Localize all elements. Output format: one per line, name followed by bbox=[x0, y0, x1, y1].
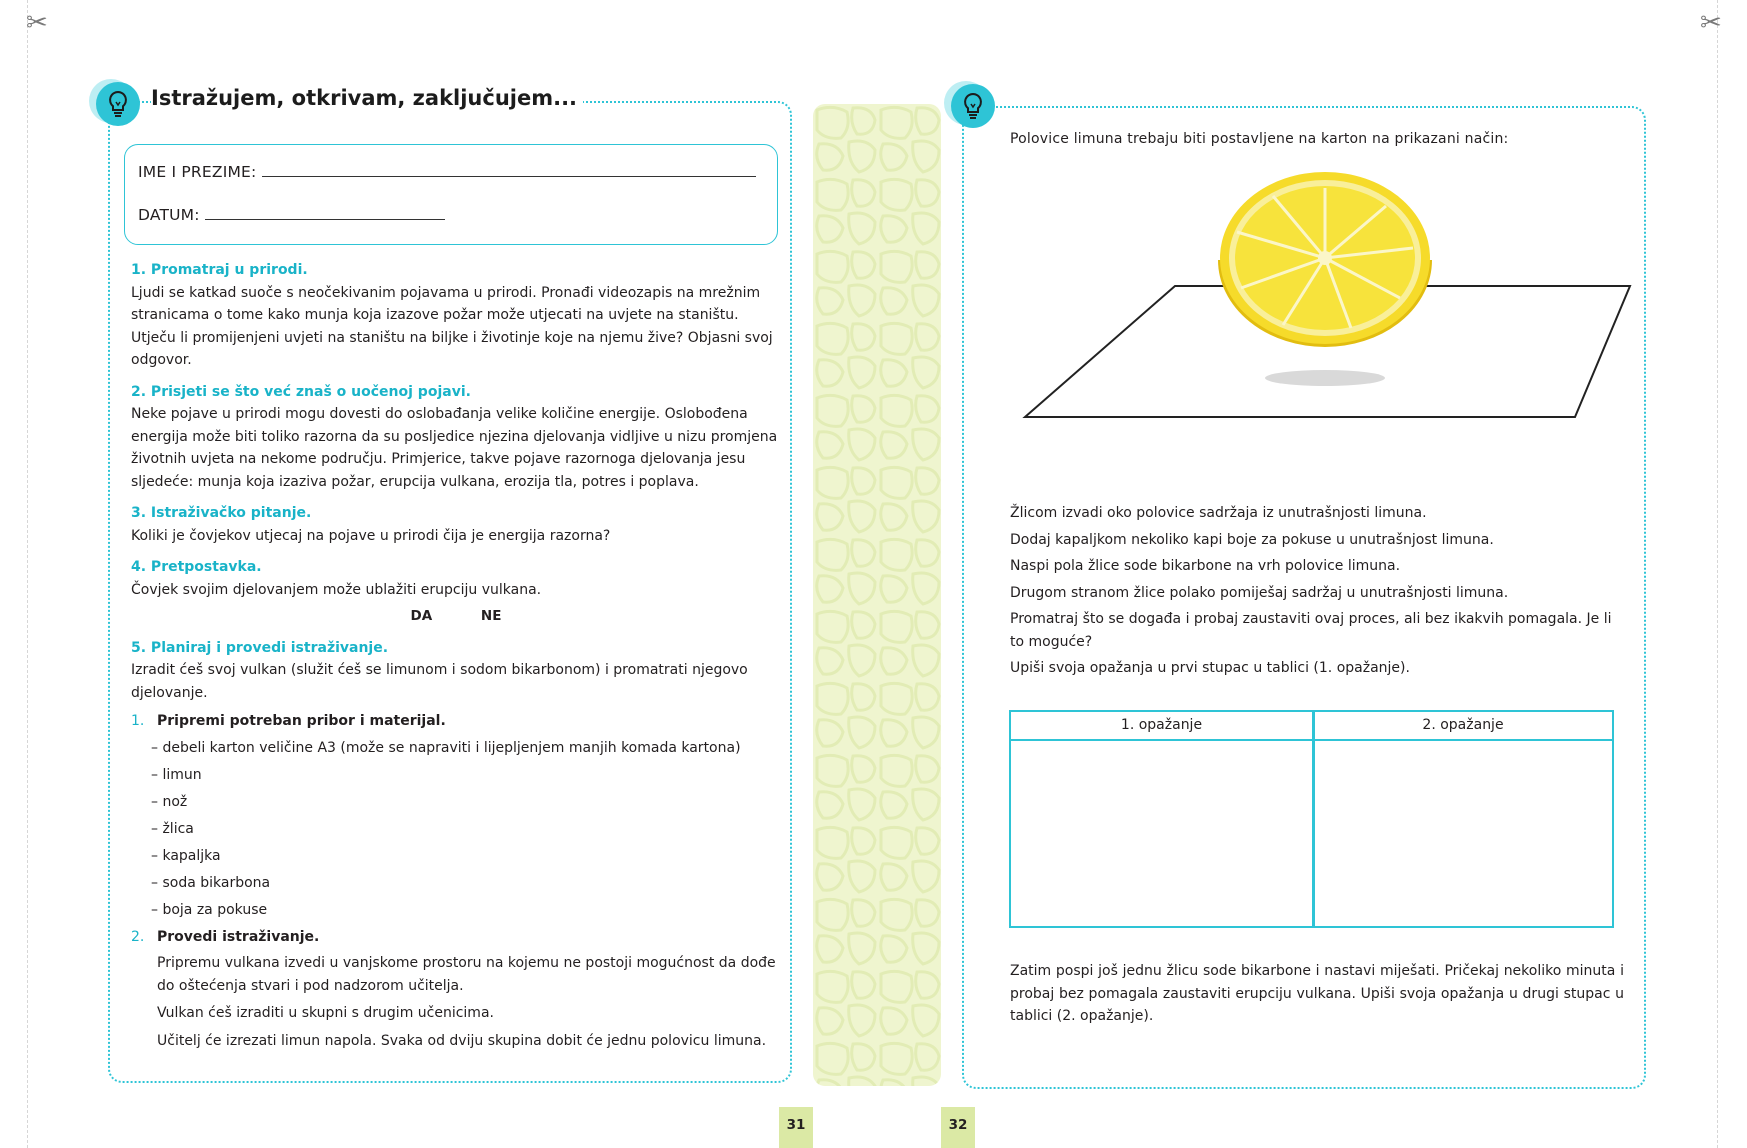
section-text: Utječu li promijenjeni uvjeti na staništu na biljke i životinje koje na njemu žive? Objasni svoj bbox=[131, 329, 773, 346]
paragraph: Vulkan ćeš izraditi u skupni s drugim učenicima. bbox=[157, 1005, 494, 1021]
section-text: Koliki je čovjekov utjecaj na pojave u prirodi čija je energija razorna? bbox=[131, 527, 611, 544]
name-label: IME I PREZIME: bbox=[138, 163, 257, 181]
table-header-cell: 1. opažanje bbox=[1120, 717, 1203, 733]
section-text: Čovjek svojim djelovanjem može ublažiti erupciju vulkana. bbox=[131, 581, 542, 598]
intro-text: Polovice limuna trebaju biti postavljene na karton na prikazani način: bbox=[1010, 131, 1509, 147]
step-text: Dodaj kapaljkom nekoliko kapi boje za pokuse u unutrašnjost limuna. bbox=[1010, 531, 1494, 548]
step-text: Upiši svoja opažanja u prvi stupac u tablici (1. opažanje). bbox=[1010, 660, 1410, 676]
list-item: – nož bbox=[151, 789, 781, 816]
list-item: – boja za pokuse bbox=[151, 897, 781, 924]
list-item: – soda bikarbona bbox=[151, 870, 781, 897]
section-heading: 2. Prisjeti se što već znaš o uočenoj pojavi. bbox=[131, 383, 471, 400]
date-underline bbox=[205, 207, 445, 220]
name-field[interactable] bbox=[138, 163, 756, 181]
section-heading: 3. Istraživačko pitanje. bbox=[131, 505, 312, 521]
decorative-pattern-strip bbox=[813, 104, 941, 1086]
left-content bbox=[131, 259, 781, 1061]
section-heading: 1. Promatraj u prirodi. bbox=[131, 262, 308, 278]
section-4 bbox=[131, 556, 781, 628]
observation-cell-2[interactable] bbox=[1314, 742, 1612, 925]
section-text: sljedeće: munja koja izaziva požar, erupcija vulkana, erozija tla, potres i poplava. bbox=[131, 473, 699, 490]
step-number: 1. bbox=[131, 713, 145, 729]
section-text: Izradit ćeš svoj vulkan (služit ćeš se limunom i sodom bikarbonom) i promatrati njegovo bbox=[131, 662, 748, 678]
step-2 bbox=[131, 926, 781, 949]
list-item: – kapaljka bbox=[151, 843, 781, 870]
date-label: DATUM: bbox=[138, 206, 200, 224]
section-5 bbox=[131, 637, 781, 1053]
final-instructions: Zatim pospi još jednu žlicu sode bikarbone i nastavi miješati. Pričekaj nekoliko minuta i probaj bez pomagala zaustaviti erupciju vulkana. Upiši svoja opažanja u drugi stupac u tablici (2. opažanje). bbox=[1010, 963, 1624, 1024]
section-2 bbox=[131, 381, 781, 494]
materials-list bbox=[131, 735, 781, 924]
step-text: Promatraj što se događa i probaj zaustaviti ovaj proces, ali bez ikakvih pomagala. Je li to moguće? bbox=[1010, 611, 1612, 650]
paragraph: Učitelj će izrezati limun napola. Svaka od dviju skupina dobit će jednu polovicu limuna. bbox=[157, 1032, 767, 1049]
step-title: Pripremi potreban pribor i materijal. bbox=[157, 713, 446, 729]
step-text: Naspi pola žlice sode bikarbone na vrh polovice limuna. bbox=[1010, 558, 1401, 574]
lightbulb-icon bbox=[96, 82, 140, 126]
list-item: – limun bbox=[151, 762, 781, 789]
step-text: Žlicom izvadi oko polovice sadržaja iz unutrašnjosti limuna. bbox=[1010, 505, 1427, 521]
section-3 bbox=[131, 502, 781, 547]
step-2-text bbox=[131, 952, 781, 1052]
step-1 bbox=[131, 710, 781, 733]
observation-cell-1[interactable] bbox=[1011, 742, 1312, 925]
no-option[interactable]: NE bbox=[480, 608, 502, 624]
name-date-box bbox=[124, 144, 778, 245]
date-field[interactable] bbox=[138, 206, 445, 224]
step-text: Drugom stranom žlice polako pomiješaj sadržaj u unutrašnjosti limuna. bbox=[1010, 584, 1509, 601]
observation-table bbox=[1009, 710, 1614, 928]
section-heading: 4. Pretpostavka. bbox=[131, 559, 262, 575]
page-title: Istražujem, otkrivam, zaključujem... bbox=[151, 86, 583, 110]
instruction-steps bbox=[1010, 502, 1624, 684]
section-text: stranicama o tome kako munja koja izazove požar može utjecati na uvjete na staništu. bbox=[131, 307, 739, 323]
section-heading: 5. Planiraj i provedi istraživanje. bbox=[131, 639, 389, 656]
pattern bbox=[813, 104, 941, 1086]
page-number-left: 31 bbox=[779, 1107, 813, 1148]
list-item: – žlica bbox=[151, 816, 781, 843]
section-text: djelovanje. bbox=[131, 684, 208, 701]
cut-line-right bbox=[1717, 0, 1718, 1148]
scissors-icon: ✂ bbox=[1700, 8, 1722, 38]
lemon-on-cardboard-illustration bbox=[1015, 170, 1635, 430]
section-1 bbox=[131, 259, 781, 372]
list-item: – debeli karton veličine A3 (može se napraviti i lijepljenjem manjih komada kartona) bbox=[151, 735, 781, 762]
step-title: Provedi istraživanje. bbox=[157, 928, 320, 945]
page-number-right: 32 bbox=[941, 1107, 975, 1148]
lightbulb-icon bbox=[951, 84, 995, 128]
cut-line-left bbox=[27, 0, 28, 1148]
table-header-cell: 2. opažanje bbox=[1422, 717, 1504, 733]
section-text: Ljudi se katkad suoče s neočekivanim pojavama u prirodi. Pronađi videozapis na mrežnim bbox=[131, 284, 761, 301]
section-text: odgovor. bbox=[131, 352, 192, 368]
yes-option[interactable]: DA bbox=[410, 608, 433, 624]
section-text: životnih uvjeta na nekome području. Primjerice, takve pojave razornoga djelovanja jesu bbox=[131, 451, 746, 467]
section-text: energija može biti toliko razorna da su posljedice njezina djelovanja vidljive u nizu promjena bbox=[131, 428, 778, 445]
lemon-shadow bbox=[1265, 370, 1385, 386]
section-text: Neke pojave u prirodi mogu dovesti do oslobađanja velike količine energije. Oslobođena bbox=[131, 406, 748, 422]
yes-no-choice bbox=[131, 605, 781, 628]
name-underline bbox=[262, 164, 756, 177]
paragraph: Pripremu vulkana izvedi u vanjskome prostoru na kojemu ne postoji mogućnost da dođe do oštećenja stvari i pod nadzorom učitelja. bbox=[157, 955, 776, 994]
step-number: 2. bbox=[131, 928, 145, 945]
scissors-icon: ✂ bbox=[26, 8, 48, 38]
